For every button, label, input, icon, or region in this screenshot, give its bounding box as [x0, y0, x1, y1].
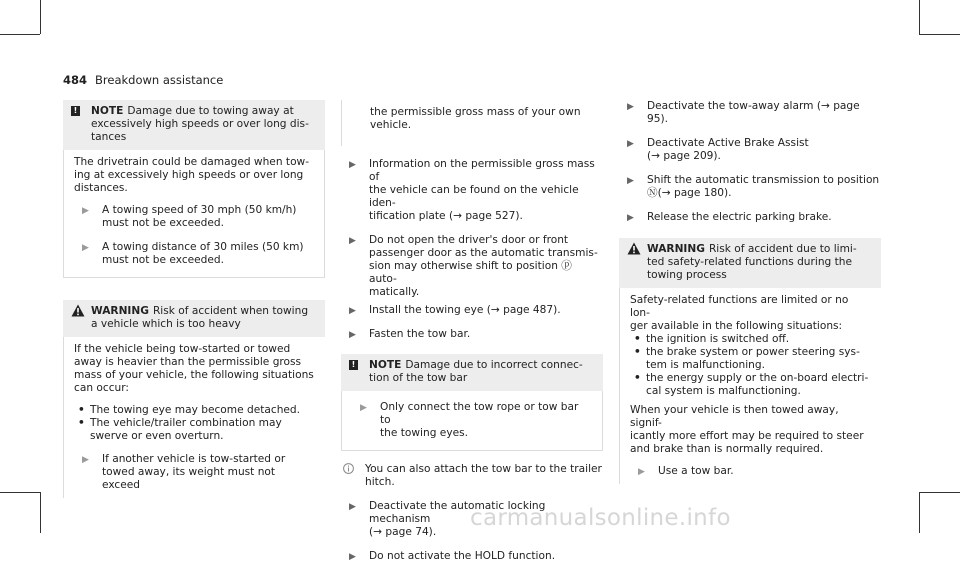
note-body [63, 150, 325, 278]
bullet-icon: • [634, 346, 641, 358]
note-box [341, 354, 603, 451]
step-arrow-icon: ▶ [82, 206, 89, 216]
warning-label: WARNING [647, 243, 705, 255]
bullet-item: • The towing eye may become detached. [78, 404, 301, 416]
warning-header: WARNING Risk of accident due to limi- ted safety-related functions during the towing process [619, 238, 881, 288]
column-1 [63, 100, 325, 498]
watermark: carmanualsonline.info [470, 505, 731, 531]
step-arrow-icon: ▶ [360, 403, 367, 413]
warning-box [63, 300, 325, 498]
instruction-step: ▶ Release the electric parking brake. [627, 211, 832, 223]
step-arrow-icon: ▶ [349, 160, 356, 170]
step-arrow-icon: ▶ [627, 176, 634, 186]
instruction-step: ▶ Shift the automatic transmission to position Ⓝ(→ page 180). [627, 174, 880, 199]
column-3 [619, 100, 881, 484]
crop-mark [919, 492, 960, 493]
note-header: ! NOTE Damage due to incorrect connec- tion of the tow bar [341, 354, 603, 391]
exclamation-icon: ! [349, 360, 358, 370]
warning-box [619, 238, 881, 484]
warning-triangle-icon [627, 242, 641, 255]
bullet-item: • the brake system or power steering sys- tem is malfunctioning. [634, 346, 860, 371]
instruction-step: ▶ Use a tow bar. [638, 465, 734, 477]
note-paragraph: The drivetrain could be damaged when tow- ing at excessively high speeds or over long distances. [74, 156, 310, 194]
column-2 [341, 100, 603, 574]
step-arrow-icon: ▶ [349, 552, 356, 562]
crop-mark [919, 492, 920, 533]
note-body [341, 391, 603, 451]
step-arrow-icon: ▶ [627, 213, 634, 223]
warning-continuation: the permissible gross mass of your own vehicle. [341, 100, 603, 146]
warning-paragraph: Safety-related functions are limited or no lon- ger available in the following situations: [630, 294, 849, 332]
exclamation-icon: ! [71, 106, 80, 116]
warning-body [63, 337, 325, 498]
note-box [63, 100, 325, 278]
crop-mark [0, 34, 40, 35]
step-arrow-icon: ▶ [349, 330, 356, 340]
warning-label: WARNING [91, 305, 149, 317]
bullet-item: • The vehicle/trailer combination may swerve or even overturn. [78, 417, 282, 442]
crop-mark [40, 0, 41, 34]
instruction-step: ▶ Deactivate the automatic locking mechanism (→ page 74). [349, 500, 546, 538]
crop-mark [919, 34, 960, 35]
step-arrow-icon: ▶ [627, 139, 634, 149]
crop-mark [40, 492, 41, 533]
step-arrow-icon: ▶ [82, 243, 89, 253]
warning-paragraph: When your vehicle is then towed away, signif- icantly more effort may be required to steer and brake than is normally required. [630, 404, 864, 455]
warning-paragraph: If the vehicle being tow-started or towed away is heavier than the permissible gross mass of your vehicle, the following situations can occur: [74, 343, 314, 394]
crop-mark [0, 492, 40, 493]
page-title: Breakdown assistance [95, 73, 224, 87]
bullet-item: • the ignition is switched off. [634, 333, 790, 345]
tip-item: You can also attach the tow bar to the trailer hitch. [341, 463, 603, 489]
page-number: 484 [63, 73, 88, 87]
instruction-step: ▶ A towing distance of 30 miles (50 km) must not be exceeded. [82, 241, 304, 266]
step-arrow-icon: ▶ [349, 236, 356, 246]
bullet-icon: • [634, 372, 641, 384]
instruction-step: ▶ Deactivate the tow-away alarm (→ page 95). [627, 100, 860, 125]
instruction-step: ▶ Install the towing eye (→ page 487). [349, 304, 561, 316]
instruction-step: ▶ Fasten the tow bar. [349, 328, 471, 340]
step-arrow-icon: ▶ [349, 502, 356, 512]
warning-header: WARNING Risk of accident when towing a vehicle which is too heavy [63, 300, 325, 337]
warning-body [619, 288, 881, 484]
bullet-icon: • [78, 417, 85, 429]
info-icon [343, 463, 354, 474]
bullet-item: • the energy supply or the on-board electri- cal system is malfunctioning. [634, 372, 869, 397]
instruction-step: ▶ Only connect the tow rope or tow bar to the towing eyes. [360, 401, 579, 439]
step-arrow-icon: ▶ [638, 467, 645, 477]
crop-mark [919, 0, 920, 34]
note-label: NOTE [91, 105, 124, 117]
note-header: ! NOTE Damage due to towing away at excessively high speeds or over long dis- tances [63, 100, 325, 150]
bullet-icon: • [78, 404, 85, 416]
step-arrow-icon: ▶ [349, 306, 356, 316]
instruction-step: ▶ Information on the permissible gross mass of the vehicle can be found on the vehicle iden- tification plate (→ page 527). [349, 158, 595, 222]
warning-triangle-icon [71, 304, 85, 317]
instruction-step: ▶ Do not open the driver's door or front passenger door as the automatic transmis- sion may otherwise shift to position ⓟ auto- matically. [349, 234, 598, 298]
instruction-step: ▶ Do not activate the HOLD function. [349, 550, 556, 562]
instruction-step: ▶ If another vehicle is tow-started or towed away, its weight must not exceed [82, 453, 286, 491]
step-arrow-icon: ▶ [82, 455, 89, 465]
note-label: NOTE [369, 359, 402, 371]
page-header [63, 73, 223, 87]
step-arrow-icon: ▶ [627, 102, 634, 112]
instruction-step: ▶ Deactivate Active Brake Assist (→ page 209). [627, 137, 809, 162]
instruction-step: ▶ A towing speed of 30 mph (50 km/h) must not be exceeded. [82, 204, 297, 229]
bullet-icon: • [634, 333, 641, 345]
